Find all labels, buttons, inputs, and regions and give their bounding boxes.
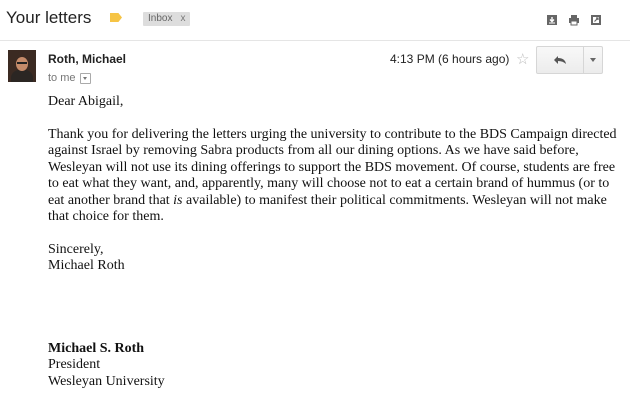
- reply-button[interactable]: [537, 47, 583, 73]
- message-paragraph: Thank you for delivering the letters urging the university to contribute to the BDS Campaign directed against Israel by removing Sabra products from all our dining options. As we have said before, Wesleyan will not use its dining offerings to support the BDS movement. Of course, students are free to eat what they want, and, apparently, many will choose not to eat a certain brand of hummus (or to eat another brand that is available) to manifest their political commitments. Wesleyan will not make that choice for them.: [48, 126, 617, 224]
- reply-icon: [553, 55, 567, 65]
- sender-name[interactable]: Roth, Michael: [48, 52, 127, 66]
- recipient-line[interactable]: [48, 72, 91, 84]
- sender-avatar[interactable]: [8, 50, 36, 82]
- subject-actions: [546, 13, 602, 25]
- new-window-icon[interactable]: [590, 13, 602, 25]
- inbox-label-chip: [143, 12, 190, 26]
- print-icon[interactable]: [568, 13, 580, 25]
- closing-name: Michael Roth: [48, 258, 125, 273]
- signature-org: Wesleyan University: [48, 373, 165, 389]
- recipient-text: to me: [48, 72, 76, 84]
- greeting: Dear Abigail,: [48, 94, 124, 109]
- closing: Sincerely,: [48, 241, 104, 257]
- importance-marker-icon[interactable]: [110, 13, 122, 22]
- remove-label-button[interactable]: x: [180, 13, 186, 24]
- signature-name: Michael S. Roth: [48, 340, 145, 356]
- inbox-label-text: Inbox: [148, 13, 173, 24]
- message-timestamp: 4:13 PM (6 hours ago): [390, 52, 510, 66]
- signature-title: President: [48, 357, 101, 372]
- chevron-down-icon[interactable]: [80, 73, 91, 84]
- email-body: [48, 94, 618, 390]
- closing-block: [48, 242, 618, 275]
- header-divider: [0, 40, 630, 41]
- subject-bar: [0, 0, 630, 40]
- email-subject: Your letters: [6, 8, 92, 27]
- reply-button-group: [536, 46, 603, 74]
- star-icon[interactable]: ☆: [516, 51, 530, 68]
- download-icon[interactable]: [546, 13, 558, 25]
- more-actions-button[interactable]: [583, 47, 603, 73]
- signature-block: [48, 341, 618, 391]
- emphasis: is: [173, 192, 183, 208]
